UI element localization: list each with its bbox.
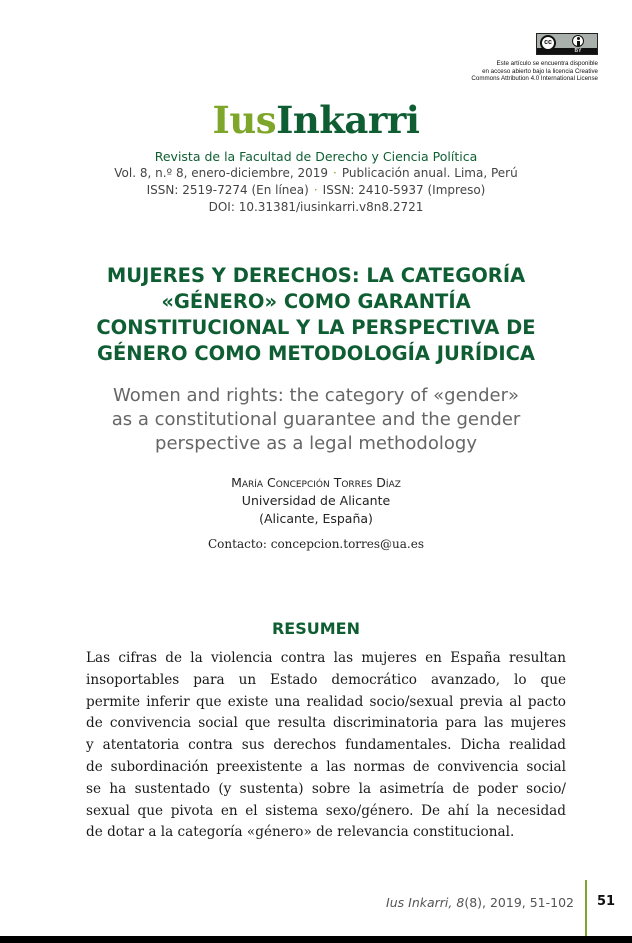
bottom-bar: [0, 936, 632, 943]
journal-volume-line: [0, 165, 632, 182]
cc-logo: cc: [540, 35, 556, 51]
journal-logo: [0, 98, 632, 142]
by-label: BY: [574, 48, 582, 54]
abstract-body: [86, 648, 566, 844]
logo-ius: Ius: [212, 98, 277, 142]
abstract-heading: RESUMEN: [271, 619, 360, 638]
abstract-line: permite inferir que existe una realidad socio/sexual previa al pacto: [86, 693, 566, 710]
journal-volume: Vol. 8, n.º 8, enero-diciembre, 2019: [114, 166, 329, 180]
citation-rest: (8), 2019, 51-102: [464, 895, 574, 910]
abstract-line: de dotar a la categoría «género» de relevancia constitucional.: [86, 824, 515, 841]
author-location: (Alicante, España): [259, 511, 373, 526]
footer-citation: [386, 895, 574, 910]
attribution-person-icon: [572, 35, 584, 47]
title-line: MUJERES Y DERECHOS: LA CATEGORÍA: [106, 264, 526, 287]
license-line: Commons Attribution 4.0 International License: [471, 75, 598, 82]
separator-dot: ·: [333, 166, 337, 180]
subtitle-line: Women and rights: the category of «gender»: [113, 385, 519, 406]
journal-info: [0, 148, 632, 216]
license-text: [398, 60, 598, 83]
citation-volume: 8: [456, 895, 465, 910]
issn-online: ISSN: 2519-7274 (En línea): [146, 183, 309, 197]
issn-print: ISSN: 2410-5937 (Impreso): [322, 183, 486, 197]
author-name: María Concepción Torres Díaz: [231, 475, 401, 490]
abstract-line: de convivencia social que resulta discriminatoria para las mujeres: [86, 715, 566, 732]
journal-doi[interactable]: DOI: 10.31381/iusinkarri.v8n8.2721: [208, 200, 424, 214]
subtitle-line: as a constitutional guarantee and the gender: [111, 409, 521, 430]
journal-name: Revista de la Facultad de Derecho y Ciencia Política: [154, 149, 478, 164]
author-contact[interactable]: Contacto: concepcion.torres@ua.es: [208, 537, 424, 551]
article-title: [60, 263, 572, 367]
creative-commons-by-icon[interactable]: [536, 33, 598, 55]
author-block: [0, 474, 632, 553]
abstract-line: sexual que pivota en el sistema sexo/género. De ahí la necesidad: [86, 802, 566, 819]
article-subtitle-english: [60, 384, 572, 456]
logo-inkarri: Inkarri: [276, 98, 420, 142]
title-line: GÉNERO COMO METODOLOGÍA JURÍDICA: [96, 342, 536, 365]
footer-divider: [585, 880, 587, 936]
abstract-line: Las cifras de la violencia contra las mujeres en España resultan: [86, 650, 566, 666]
subtitle-line: perspective as a legal methodology: [155, 433, 477, 454]
abstract-line: y atentatoria contra sus derechos fundamentales. Dicha realidad: [86, 737, 566, 754]
author-affiliation: Universidad de Alicante: [241, 493, 391, 508]
citation-journal: Ius Inkarri,: [386, 895, 453, 910]
abstract-line: insoportables para un Estado democrático avanzado, lo que: [86, 671, 566, 688]
abstract-line: de subordinación preexistente a las normas de convivencia social: [86, 758, 566, 775]
title-line: CONSTITUCIONAL Y LA PERSPECTIVA DE: [96, 316, 536, 339]
license-line: en acceso abierto bajo la licencia Creative: [482, 67, 598, 75]
journal-issn-line: [0, 182, 632, 199]
license-line: Este artículo se encuentra disponible: [496, 60, 598, 67]
separator-dot: ·: [313, 183, 318, 197]
journal-frequency: Publicación anual. Lima, Perú: [341, 166, 518, 180]
license-block: [398, 33, 598, 83]
page-number: 51: [597, 894, 616, 909]
abstract-line: se ha sustentado (y sustenta) sobre la asimetría de poder socio/: [86, 780, 566, 797]
title-line: «GÉNERO» COMO GARANTÍA: [161, 290, 471, 313]
